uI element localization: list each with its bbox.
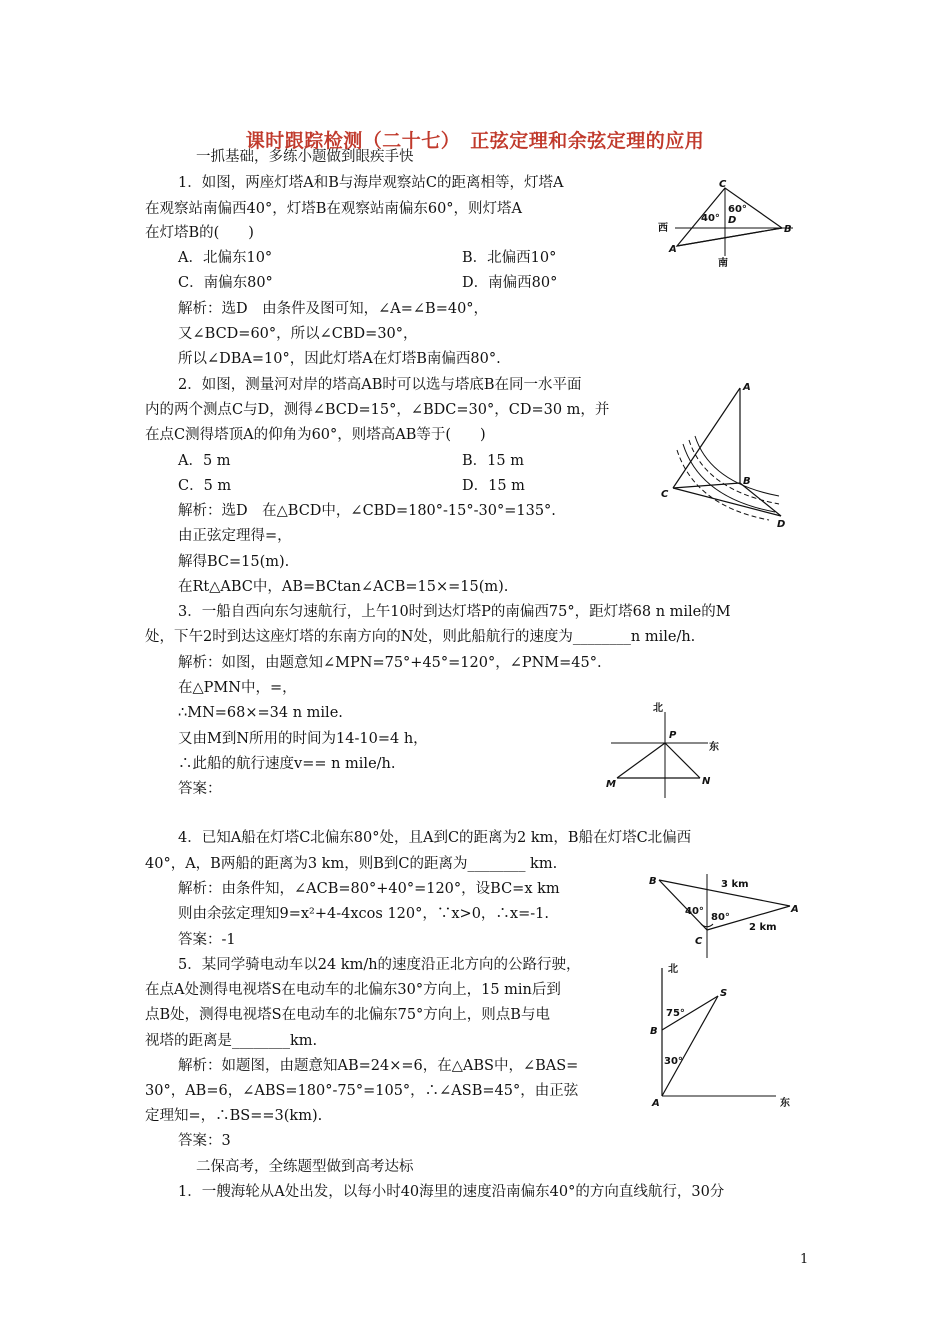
figure-4-ships	[645, 868, 805, 960]
figure-3-ship-course	[603, 700, 728, 800]
fig4-dist-ab: 3 km	[721, 879, 749, 890]
q4-answer: 答案：-1	[178, 932, 236, 948]
q2-solution-1: 解析：选D 在△BCD中，∠CBD=180°-15°-30°=135°.	[178, 503, 556, 519]
fig1-label-a: A	[669, 244, 677, 255]
q2-solution-4: 在Rt△ABC中，AB=BCtan∠ACB=15×=15(m).	[178, 579, 509, 595]
q1-solution-3: 所以∠DBA=10°，因此灯塔A在灯塔B南偏西80°.	[178, 351, 501, 367]
section-heading-1: 一抓基础，多练小题做到眼疾手快	[196, 149, 414, 165]
fig5-angle-75: 75°	[666, 1008, 685, 1019]
q5-line-3: 点B处，测得电视塔S在电动车的北偏东75°方向上，则点B与电	[145, 1007, 550, 1023]
q5-answer: 答案：3	[178, 1133, 231, 1149]
q2-solution-2: 由正弦定理得=，	[178, 528, 292, 544]
q5-line-2: 在点A处测得电视塔S在电动车的北偏东30°方向上，15 min后到	[145, 982, 561, 998]
q1-solution-2: 又∠BCD=60°，所以∠CBD=30°，	[178, 326, 418, 342]
fig1-label-b: B	[784, 224, 792, 235]
fig3-label-east: 东	[709, 742, 719, 753]
q5-solution-3: 定理知=，∴BS==3(km).	[145, 1108, 323, 1124]
fig4-label-a: A	[791, 904, 799, 915]
q5-solution-1: 解析：如题图，由题意知AB=24×=6，在△ABS中，∠BAS=	[178, 1058, 579, 1074]
fig1-label-c: C	[719, 179, 727, 190]
q4-line-2: 40°，A，B两船的距离为3 km，则B到C的距离为________ km.	[145, 856, 558, 872]
q5-solution-2: 30°，AB=6，∠ABS=180°-75°=105°，∴∠ASB=45°，由正弦	[145, 1083, 579, 1099]
q1-line-3: 在灯塔B的( )	[145, 225, 254, 241]
fig1-angle-40: 40°	[701, 213, 720, 224]
q2-solution-3: 解得BC=15(m).	[178, 554, 290, 570]
q3-line-1: 3．一船自西向东匀速航行，上午10时到达灯塔P的南偏西75°，距灯塔68 n mile的M	[178, 604, 731, 620]
q1-line-2: 在观察站南偏西40°，灯塔B在观察站南偏东60°，则灯塔A	[145, 201, 523, 217]
fig1-label-south: 南	[718, 258, 728, 269]
fig3-label-north: 北	[653, 703, 663, 714]
fig4-label-b: B	[649, 876, 657, 887]
figure-2-tower	[655, 378, 795, 533]
next-question-line-1: 1．一艘海轮从A处出发，以每小时40海里的速度沿南偏东40°的方向直线航行，30分	[178, 1184, 725, 1200]
q2-line-1: 2．如图，测量河对岸的塔高AB时可以选与塔底B在同一水平面	[178, 377, 582, 393]
q5-line-4: 视塔的距离是________km.	[145, 1033, 318, 1049]
q1-option-d: D．南偏西80°	[462, 275, 558, 291]
q2-option-c: C．5 m	[178, 478, 232, 494]
fig5-label-east: 东	[780, 1098, 790, 1109]
fig5-angle-30: 30°	[664, 1056, 683, 1067]
q5-line-1: 5．某同学骑电动车以24 km/h的速度沿正北方向的公路行驶，	[178, 957, 581, 973]
q2-line-3: 在点C测得塔顶A的仰角为60°，则塔高AB等于( )	[145, 427, 486, 443]
fig2-label-a: A	[743, 382, 751, 393]
fig1-label-west: 西	[658, 223, 668, 234]
q1-line-1: 1．如图，两座灯塔A和B与海岸观察站C的距离相等，灯塔A	[178, 175, 564, 191]
figure-1-lighthouses	[655, 178, 800, 268]
q1-option-c: C．南偏东80°	[178, 275, 273, 291]
fig4-dist-ac: 2 km	[749, 922, 777, 933]
q3-answer: 答案：	[178, 781, 222, 797]
fig2-label-c: C	[661, 489, 669, 500]
fig5-label-a: A	[652, 1098, 660, 1109]
fig4-angle-40: 40°	[685, 906, 704, 917]
fig5-label-s: S	[720, 988, 728, 999]
q4-line-1: 4．已知A船在灯塔C北偏东80°处，且A到C的距离为2 km，B船在灯塔C北偏西	[178, 830, 692, 846]
q4-solution-1: 解析：由条件知，∠ACB=80°+40°=120°，设BC=x km	[178, 881, 560, 897]
q1-option-a: A．北偏东10°	[178, 250, 273, 266]
fig2-label-d: D	[777, 519, 786, 530]
fig3-label-m: M	[606, 779, 616, 790]
q2-option-a: A．5 m	[178, 453, 231, 469]
page-title: 课时跟踪检测（二十七） 正弦定理和余弦定理的应用	[245, 130, 705, 152]
fig2-label-b: B	[743, 476, 751, 487]
q3-solution-1: 解析：如图，由题意知∠MPN=75°+45°=120°，∠PNM=45°.	[178, 655, 602, 671]
q3-solution-3: ∴MN=68×=34 n mile.	[178, 705, 343, 721]
q3-solution-4: 又由M到N所用的时间为14-10=4 h，	[178, 731, 428, 747]
fig5-label-north: 北	[668, 964, 678, 975]
q1-option-b: B．北偏西10°	[462, 250, 557, 266]
q3-line-2: 处，下午2时到达这座灯塔的东南方向的N处，则此船航行的速度为________n mile/h.	[145, 629, 696, 645]
q4-solution-2: 则由余弦定理知9=x²+4-4xcos 120°，∵x>0，∴x=-1.	[178, 906, 549, 922]
fig3-label-p: P	[669, 730, 677, 741]
fig3-label-n: N	[702, 776, 711, 787]
q2-option-b: B．15 m	[462, 453, 524, 469]
section-heading-2: 二保高考，全练题型做到高考达标	[196, 1159, 414, 1175]
q3-solution-2: 在△PMN中，=，	[178, 680, 297, 696]
fig4-angle-80: 80°	[711, 912, 730, 923]
fig4-label-c: C	[695, 936, 703, 947]
fig1-label-d: D	[728, 215, 737, 226]
q3-solution-5: ∴此船的航行速度v== n mile/h.	[178, 756, 396, 772]
q2-option-d: D．15 m	[462, 478, 525, 494]
page-number: 1	[800, 1252, 809, 1267]
q2-line-2: 内的两个测点C与D，测得∠BCD=15°，∠BDC=30°，CD=30 m，并	[145, 402, 610, 418]
fig1-angle-60: 60°	[728, 204, 747, 215]
q1-solution-1: 解析：选D 由条件及图可知，∠A=∠B=40°，	[178, 301, 489, 317]
figure-5-tv-tower	[648, 960, 798, 1110]
fig5-label-b: B	[650, 1026, 658, 1037]
